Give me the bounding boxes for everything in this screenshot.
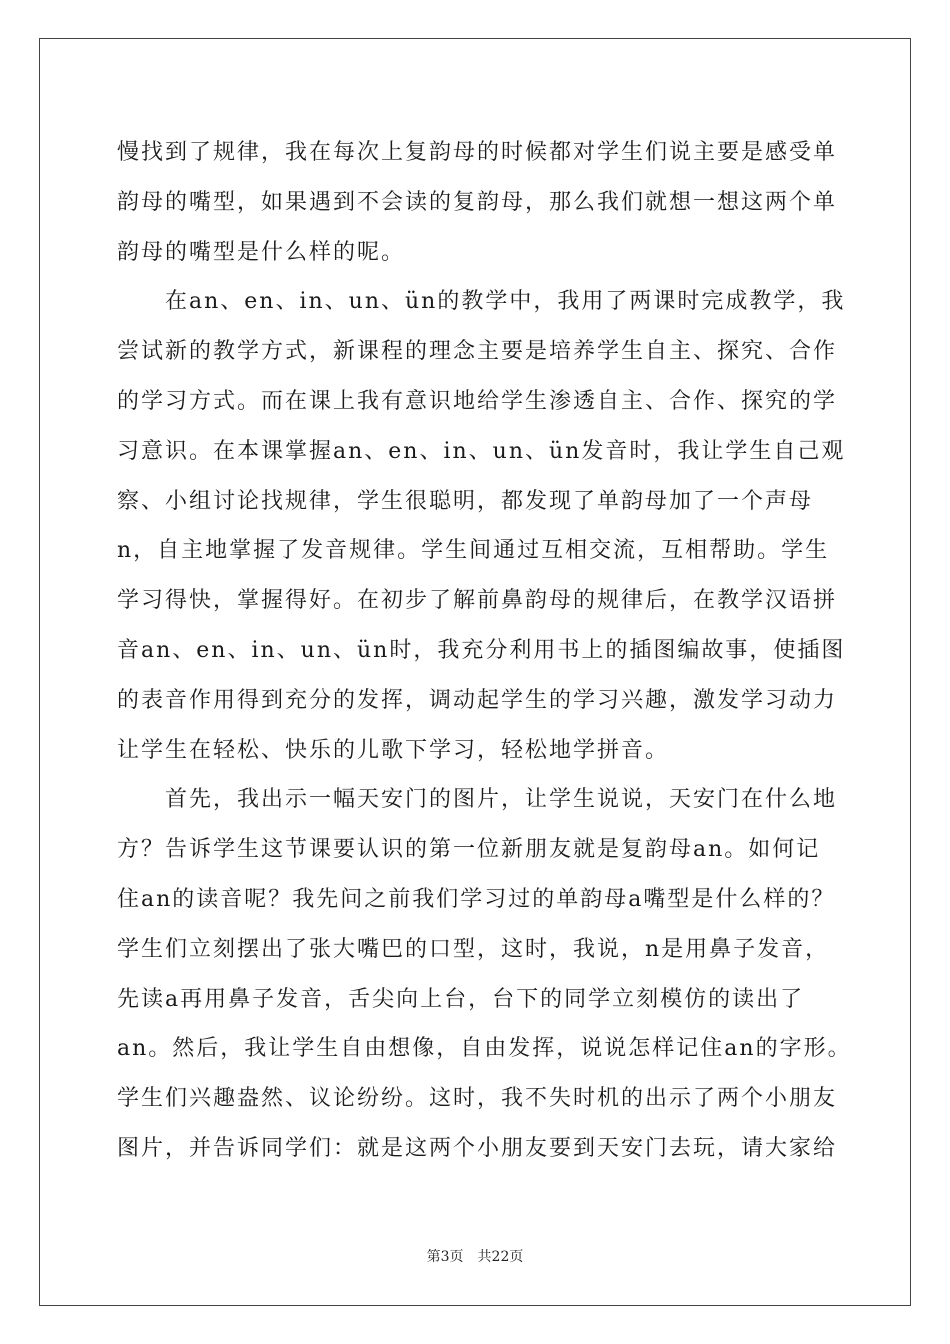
text-line: 的学习方式。而在课上我有意识地给学生渗透自主、合作、探究的学 <box>117 388 838 414</box>
text-line: 察、小组讨论找规律，学生很聪明，都发现了单韵母加了一个声母 <box>117 488 814 514</box>
text-line: 尝试新的教学方式，新课程的理念主要是培养学生自主、探究、合作 <box>117 339 838 365</box>
text-line: 方？告诉学生这节课要认识的第一位新朋友就是复韵母an。如何记 <box>117 837 821 863</box>
text-line: 学生们立刻摆出了张大嘴巴的口型，这时，我说，n是用鼻子发音， <box>117 936 830 962</box>
text-line: 韵母的嘴型是什么样的呢。 <box>117 239 406 265</box>
text-line: 韵母的嘴型，如果遇到不会读的复韵母，那么我们就想一想这两个单 <box>117 189 838 215</box>
text-line: 先读a再用鼻子发音，舌尖向上台，台下的同学立刻模仿的读出了 <box>117 986 805 1012</box>
text-line: an。然后，我让学生自由想像，自由发挥，说说怎样记住an的字形。 <box>117 1036 852 1062</box>
paragraph-start-line: 首先，我出示一幅天安门的图片，让学生说说，天安门在什么地 <box>165 787 838 813</box>
text-line: 音an、en、in、un、ün时，我充分利用书上的插图编故事，使插图 <box>117 637 846 663</box>
text-line: 的表音作用得到充分的发挥，调动起学生的学习兴趣，激发学习动力 <box>117 687 838 713</box>
text-line: 习意识。在本课掌握an、en、in、un、ün发音时，我让学生自己观 <box>117 438 846 464</box>
text-line: 住an的读音呢？我先问之前我们学习过的单韵母a嘴型是什么样的？ <box>117 886 836 912</box>
paragraph-start-line: 在an、en、in、un、ün的教学中，我用了两课时完成教学，我 <box>165 289 846 315</box>
text-line: 让学生在轻松、快乐的儿歌下学习，轻松地学拼音。 <box>117 737 670 763</box>
text-line: 学生们兴趣盎然、议论纷纷。这时，我不失时机的出示了两个小朋友 <box>117 1086 838 1112</box>
text-line: n，自主地掌握了发音规律。学生间通过互相交流，互相帮助。学生 <box>117 538 830 564</box>
text-line: 学习得快，掌握得好。在初步了解前鼻韵母的规律后，在教学汉语拼 <box>117 588 838 614</box>
page-number-footer: 第3页 共22页 <box>426 1249 524 1265</box>
text-line: 慢找到了规律，我在每次上复韵母的时候都对学生们说主要是感受单 <box>117 140 838 165</box>
text-line: 图片，并告诉同学们：就是这两个小朋友要到天安门去玩，请大家给 <box>117 1135 838 1161</box>
document-body <box>117 128 852 1174</box>
